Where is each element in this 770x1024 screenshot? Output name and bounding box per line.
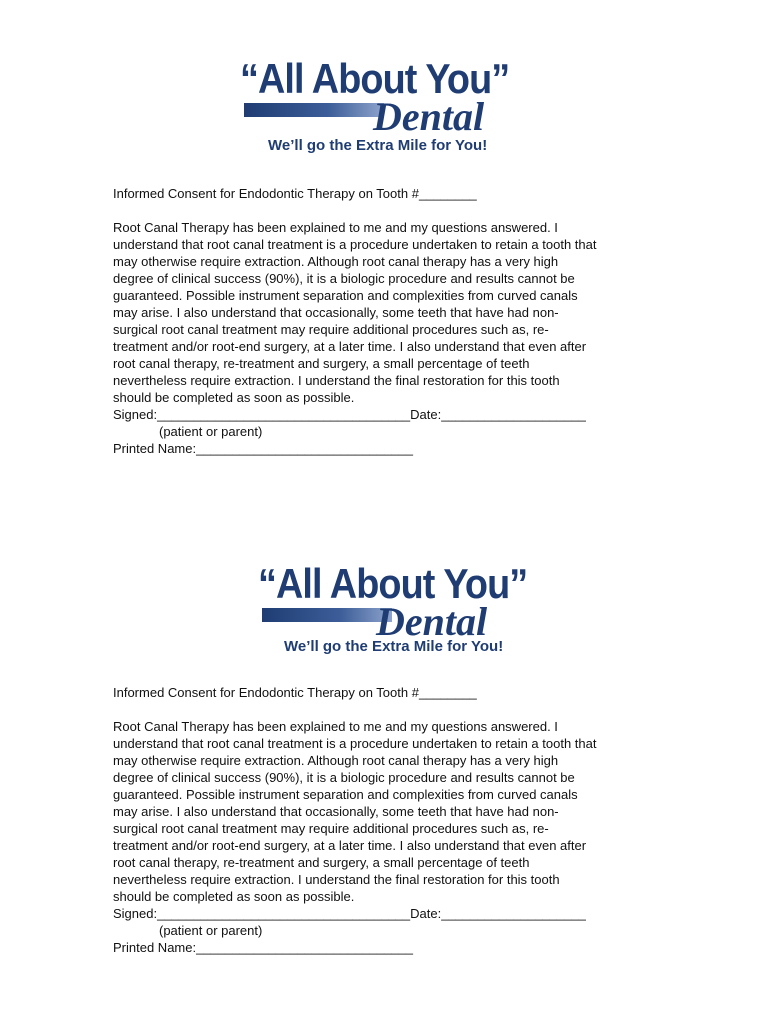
- logo-tagline: We’ll go the Extra Mile for You!: [268, 137, 488, 154]
- body-line: may arise. I also understand that occasionally, some teeth that have had non-: [113, 305, 559, 320]
- body-line: guaranteed. Possible instrument separation and complexities from curved canals: [113, 787, 578, 802]
- body-line: nevertheless require extraction. I understand the final restoration for this tooth: [113, 872, 560, 887]
- body-line: root canal therapy, re-treatment and surgery, a small percentage of teeth: [113, 855, 530, 870]
- logo-bar: [262, 608, 392, 622]
- consent-heading: Informed Consent for Endodontic Therapy on Tooth #________: [113, 186, 477, 201]
- logo-tagline: We’ll go the Extra Mile for You!: [284, 638, 504, 655]
- signer-note: (patient or parent): [159, 424, 263, 439]
- signer-note: (patient or parent): [159, 923, 263, 938]
- logo-title: “All About You”: [258, 560, 528, 607]
- printed-name-line[interactable]: Printed Name:______________________________: [113, 940, 413, 955]
- body-line: may otherwise require extraction. Although root canal therapy has a very high: [113, 753, 559, 768]
- body-line: understand that root canal treatment is a procedure undertaken to retain a tooth that: [113, 736, 597, 751]
- body-line: Root Canal Therapy has been explained to me and my questions answered. I: [113, 719, 558, 734]
- logo-title: “All About You”: [240, 55, 510, 102]
- body-line: treatment and/or root-end surgery, at a later time. I also understand that even after: [113, 339, 587, 354]
- body-line: should be completed as soon as possible.: [113, 889, 355, 904]
- consent-section: [113, 684, 658, 956]
- body-line: root canal therapy, re-treatment and surgery, a small percentage of teeth: [113, 356, 530, 371]
- body-line: degree of clinical success (90%), it is a biologic procedure and results cannot be: [113, 770, 575, 785]
- body-line: surgical root canal treatment may require additional procedures such as, re-: [113, 821, 549, 836]
- logo: [238, 55, 538, 165]
- consent-section: [113, 185, 658, 457]
- signature-line[interactable]: Signed:___________________________________Date:____________________: [113, 407, 586, 422]
- consent-heading: Informed Consent for Endodontic Therapy on Tooth #________: [113, 685, 477, 700]
- logo-script: Dental: [373, 94, 485, 139]
- body-line: should be completed as soon as possible.: [113, 390, 355, 405]
- body-line: may arise. I also understand that occasionally, some teeth that have had non-: [113, 804, 559, 819]
- body-line: Root Canal Therapy has been explained to me and my questions answered. I: [113, 220, 558, 235]
- printed-name-line[interactable]: Printed Name:______________________________: [113, 441, 413, 456]
- body-line: nevertheless require extraction. I understand the final restoration for this tooth: [113, 373, 560, 388]
- body-line: degree of clinical success (90%), it is a biologic procedure and results cannot be: [113, 271, 575, 286]
- body-line: treatment and/or root-end surgery, at a later time. I also understand that even after: [113, 838, 587, 853]
- logo-script: Dental: [376, 599, 488, 644]
- logo-bar: [244, 103, 384, 117]
- logo: [256, 560, 556, 670]
- signature-line[interactable]: Signed:___________________________________Date:____________________: [113, 906, 586, 921]
- body-line: may otherwise require extraction. Although root canal therapy has a very high: [113, 254, 559, 269]
- body-line: guaranteed. Possible instrument separation and complexities from curved canals: [113, 288, 578, 303]
- body-line: surgical root canal treatment may require additional procedures such as, re-: [113, 322, 549, 337]
- body-line: understand that root canal treatment is a procedure undertaken to retain a tooth that: [113, 237, 597, 252]
